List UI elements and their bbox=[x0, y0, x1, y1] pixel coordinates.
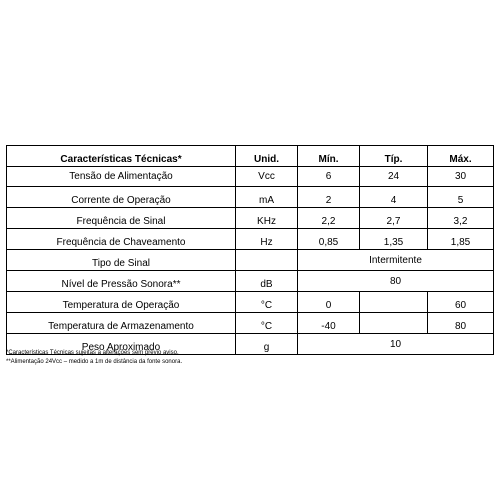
row-name: Frequência de Chaveamento bbox=[7, 229, 236, 250]
row-typ: 80 bbox=[298, 271, 494, 292]
row-typ: 24 bbox=[360, 167, 428, 187]
row-max: 80 bbox=[428, 313, 494, 334]
row-min: 6 bbox=[298, 167, 360, 187]
row-max: 5 bbox=[428, 187, 494, 208]
row-max: 60 bbox=[428, 292, 494, 313]
table-row bbox=[7, 167, 494, 187]
footnotes bbox=[6, 349, 182, 367]
row-unit: g bbox=[236, 334, 298, 355]
row-name: Temperatura de Operação bbox=[7, 292, 236, 313]
row-max: 1,85 bbox=[428, 229, 494, 250]
row-min: -40 bbox=[298, 313, 360, 334]
row-typ: 2,7 bbox=[360, 208, 428, 229]
spec-table bbox=[6, 145, 494, 355]
table-row bbox=[7, 208, 494, 229]
row-unit bbox=[236, 250, 298, 271]
row-unit: Vcc bbox=[236, 167, 298, 187]
row-unit: KHz bbox=[236, 208, 298, 229]
footnote-2: **Alimentação 24Vcc – medido a 1m de distância da fonte sonora. bbox=[6, 359, 183, 365]
row-unit: mA bbox=[236, 187, 298, 208]
header-max: Máx. bbox=[428, 146, 494, 167]
row-typ: 1,35 bbox=[360, 229, 428, 250]
table-row bbox=[7, 292, 494, 313]
header-typ: Típ. bbox=[360, 146, 428, 167]
row-unit: °C bbox=[236, 292, 298, 313]
row-unit: dB bbox=[236, 271, 298, 292]
row-typ bbox=[360, 313, 428, 334]
header-min: Mín. bbox=[298, 146, 360, 167]
row-min: 0,85 bbox=[298, 229, 360, 250]
row-name: Frequência de Sinal bbox=[7, 208, 236, 229]
row-name: Corrente de Operação bbox=[7, 187, 236, 208]
row-max: 3,2 bbox=[428, 208, 494, 229]
row-min: 2 bbox=[298, 187, 360, 208]
header-characteristics: Características Técnicas* bbox=[7, 146, 236, 167]
row-typ: 10 bbox=[298, 334, 494, 355]
table-header-row bbox=[7, 146, 494, 167]
row-min: 0 bbox=[298, 292, 360, 313]
row-unit: Hz bbox=[236, 229, 298, 250]
row-name: Nível de Pressão Sonora** bbox=[7, 271, 236, 292]
row-name: Peso Aproximado bbox=[7, 334, 236, 355]
table-row bbox=[7, 229, 494, 250]
table-row bbox=[7, 313, 494, 334]
header-unit: Unid. bbox=[236, 146, 298, 167]
row-value: Intermitente bbox=[298, 250, 494, 271]
row-unit: °C bbox=[236, 313, 298, 334]
row-typ: 4 bbox=[360, 187, 428, 208]
table-row bbox=[7, 187, 494, 208]
row-name: Tipo de Sinal bbox=[7, 250, 236, 271]
row-name: Temperatura de Armazenamento bbox=[7, 313, 236, 334]
row-min: 2,2 bbox=[298, 208, 360, 229]
footnote-1: *Características Técnicas sujeitas a alterações sem prévio aviso. bbox=[6, 350, 179, 356]
row-max: 30 bbox=[428, 167, 494, 187]
table-row bbox=[7, 271, 494, 292]
row-typ bbox=[360, 292, 428, 313]
row-name: Tensão de Alimentação bbox=[7, 167, 236, 187]
table-row bbox=[7, 250, 494, 271]
